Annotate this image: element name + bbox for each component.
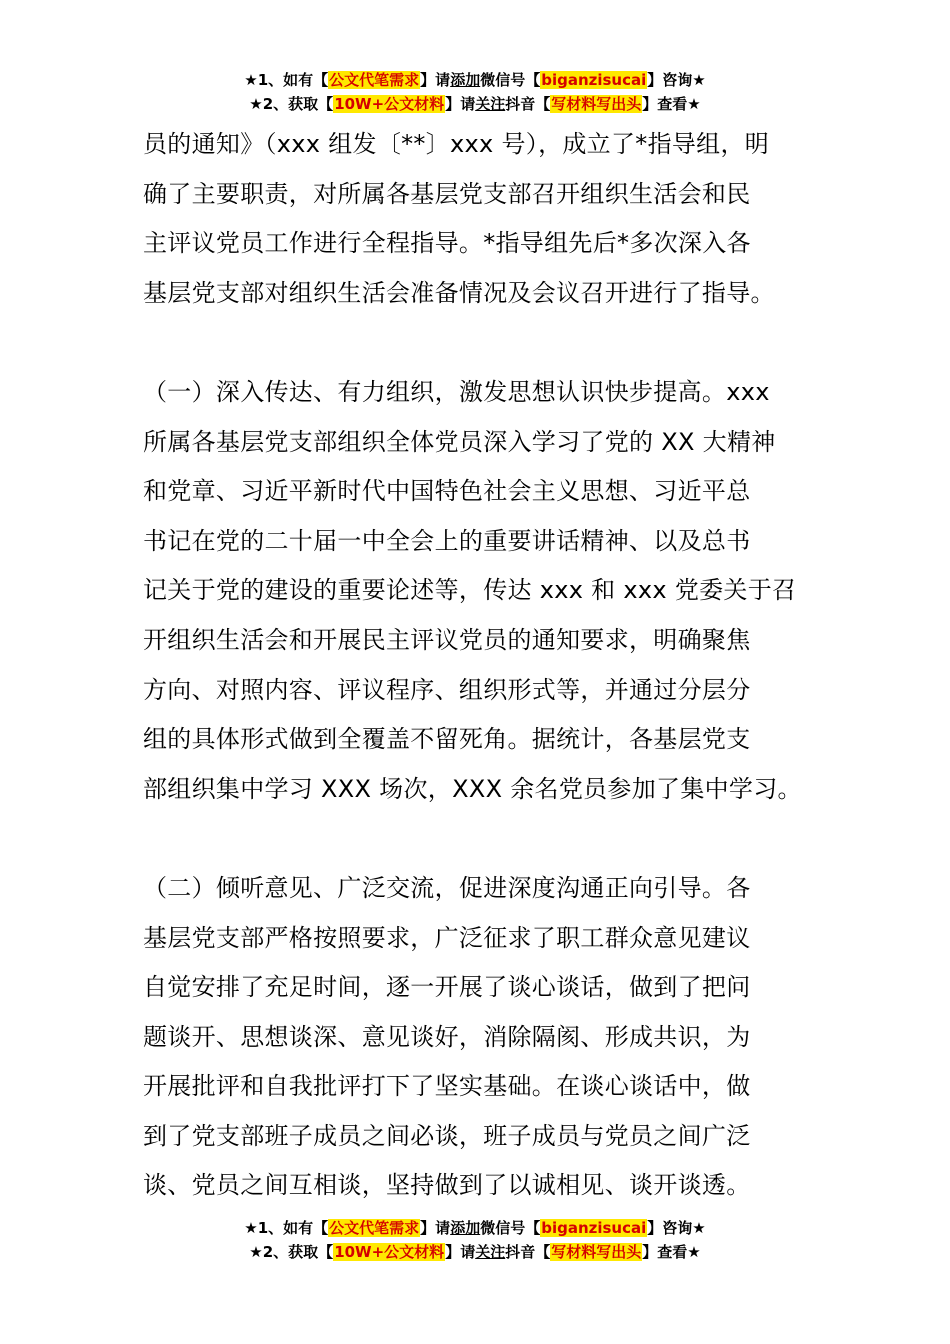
text-line: 所属各基层党支部组织全体党员深入学习了党的 XX 大精神 (143, 427, 776, 456)
text-line: 到了党支部班子成员之间必谈，班子成员与党员之间广泛 (143, 1121, 751, 1150)
highlight-douyin-account: 写材料写出头 (551, 95, 642, 113)
highlight-materials: 10W+公文材料 (334, 95, 445, 113)
text-line: 基层党支部对组织生活会准备情况及会议召开进行了指导。 (143, 278, 775, 307)
text-line: 开展批评和自我批评打下了坚实基础。在谈心谈话中，做 (143, 1072, 751, 1101)
banner-line-1: ★1、如有【公文代笔需求】请添加微信号【biganzisucai】咨询★ (244, 71, 706, 89)
text-line: 基层党支部严格按照要求，广泛征求了职工群众意见建议 (143, 923, 751, 952)
banner-line-2: ★2、获取【10W+公文材料】请关注抖音【写材料写出头】查看★ (249, 95, 701, 113)
intro-paragraph (143, 120, 809, 318)
banner-line-1: ★1、如有【公文代笔需求】请添加微信号【biganzisucai】咨询★ (244, 1219, 706, 1237)
text-line: （一）深入传达、有力组织，激发思想认识快步提高。xxx (143, 377, 770, 406)
section-2-paragraph (143, 864, 809, 1211)
section-1-paragraph (143, 368, 809, 814)
text-line: 组的具体形式做到全覆盖不留死角。据统计，各基层党支 (143, 725, 751, 754)
text-line: 确了主要职责，对所属各基层党支部召开组织生活会和民 (143, 179, 751, 208)
highlight-ghostwriting: 公文代笔需求 (329, 71, 420, 89)
text-line: 自觉安排了充足时间，逐一开展了谈心谈话，做到了把问 (143, 973, 751, 1002)
paragraph-gap (143, 814, 809, 864)
highlight-materials: 10W+公文材料 (334, 1243, 445, 1261)
text-line: 谈、党员之间互相谈，坚持做到了以诚相见、谈开谈透。 (143, 1171, 751, 1200)
text-line: 和党章、习近平新时代中国特色社会主义思想、习近平总 (143, 477, 751, 506)
text-line: 书记在党的二十届一中全会上的重要讲话精神、以及总书 (143, 526, 751, 555)
text-line: 开组织生活会和开展民主评议党员的通知要求，明确聚焦 (143, 625, 751, 654)
text-line: 记关于党的建设的重要论述等，传达 xxx 和 xxx 党委关于召 (143, 576, 797, 605)
text-line: （二）倾听意见、广泛交流，促进深度沟通正向引导。各 (143, 873, 751, 902)
highlight-wechat-id: biganzisucai (541, 71, 647, 89)
paragraph-gap (143, 318, 809, 368)
text-line: 题谈开、思想谈深、意见谈好，消除隔阂、形成共识，为 (143, 1022, 751, 1051)
text-line: 主评议党员工作进行全程指导。*指导组先后*多次深入各 (143, 229, 751, 258)
text-line: 部组织集中学习 XXX 场次，XXX 余名党员参加了集中学习。 (143, 774, 802, 803)
highlight-douyin-account: 写材料写出头 (551, 1243, 642, 1261)
highlight-ghostwriting: 公文代笔需求 (329, 1219, 420, 1237)
header-banner (0, 68, 950, 116)
text-line: 方向、对照内容、评议程序、组织形式等，并通过分层分 (143, 675, 751, 704)
highlight-wechat-id: biganzisucai (541, 1219, 647, 1237)
text-line: 员的通知》（xxx 组发〔**〕xxx 号），成立了*指导组，明 (143, 130, 770, 158)
banner-line-2: ★2、获取【10W+公文材料】请关注抖音【写材料写出头】查看★ (249, 1243, 701, 1261)
footer-banner (0, 1216, 950, 1264)
document-body (143, 120, 809, 1211)
